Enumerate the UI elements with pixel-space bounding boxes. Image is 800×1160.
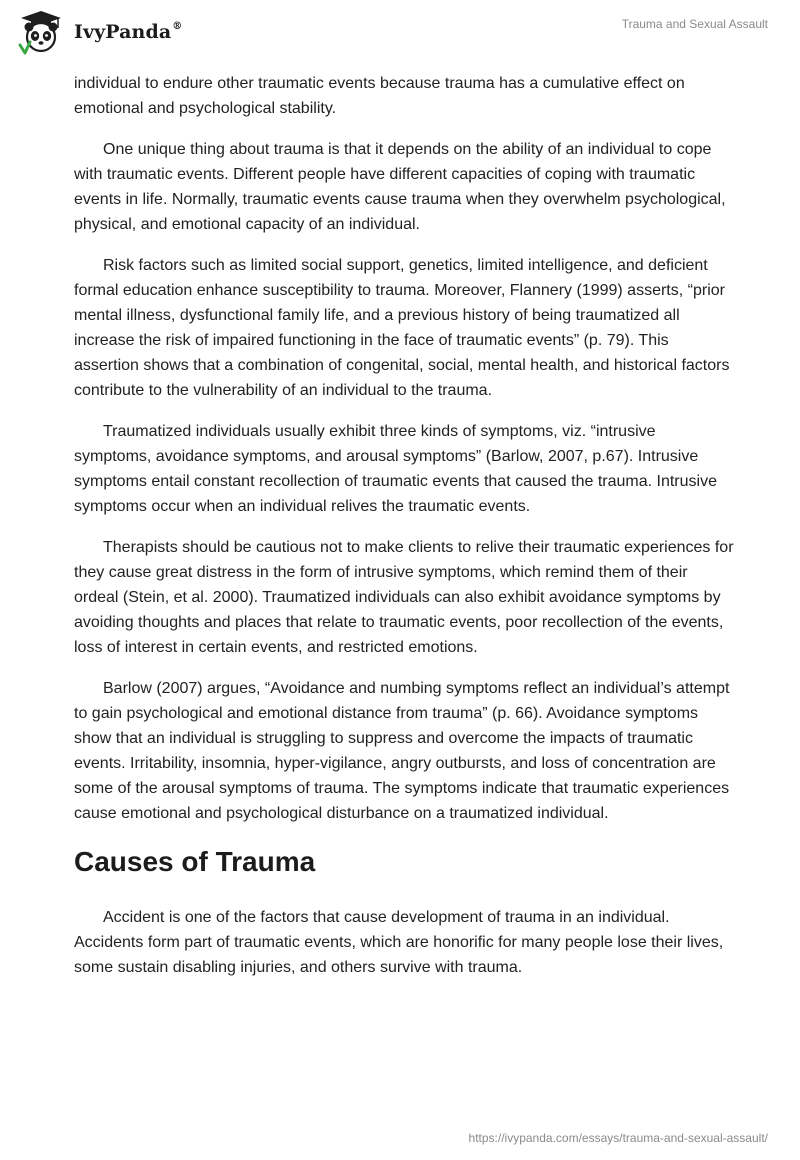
paragraph: Therapists should be cautious not to make clients to relive their traumatic experiences for they cause great distress in the form of intrusive symptoms, which remind them of their ordeal (Stein, et al. 2000). Traumatized individuals can also exhibit avoidance symptoms by avoiding thoughts and places that relate to traumatic events, poor recollection of the events, loss of interest in certain events, and restricted emotions. [74,539,734,656]
brand-name: IvyPanda® [74,21,183,43]
paragraph: Accident is one of the factors that cause development of trauma in an individual. Accidents form part of traumatic events, which are honorific for many people lose their lives, some sustain disabling injuries, and others survive with trauma. [74,909,724,976]
paragraph: Barlow (2007) argues, “Avoidance and numbing symptoms reflect an individual’s attempt to gain psychological and emotional distance from trauma” (p. 66). Avoidance symptoms show that an individual is struggling to suppress and overcome the impacts of traumatic events. Irritability, insomnia, hyper-vigilance, angry outbursts, and loss of concentration are some of the arousal symptoms of trauma. The symptoms indicate that traumatic experiences cause emotional and psychological disturbance on a traumatized individual. [74,680,730,822]
section-heading: Causes of Trauma [74,846,316,877]
page-header [0,0,800,70]
panda-graduate-logo-icon [16,9,66,55]
document-title: Trauma and Sexual Assault [621,17,768,31]
paragraph: Risk factors such as limited social support, genetics, limited intelligence, and deficient formal education enhance susceptibility to trauma. Moreover, Flannery (1999) asserts, “prior mental illness, dysfunctional family life, and a previous history of being traumatized all increase the risk of impaired functioning in the face of traumatic events” (p. 79). This assertion shows that a combination of congenital, social, mental health, and historical factors contribute to the vulnerability of an individual to the trauma. [74,257,730,399]
essay-body [74,71,734,996]
brand-logo[interactable] [16,9,182,55]
source-url[interactable]: https://ivypanda.com/essays/trauma-and-sexual-assault/ [468,1131,768,1145]
paragraph: One unique thing about trauma is that it depends on the ability of an individual to cope with traumatic events. Different people have different capacities of coping with traumatic events in life. Normally, traumatic events cause trauma when they overwhelm psychological, physical, and emotional capacity of an individual. [74,141,726,233]
paragraph: individual to endure other traumatic events because trauma has a cumulative effect on emotional and psychological stability. [74,75,685,117]
paragraph: Traumatized individuals usually exhibit three kinds of symptoms, viz. “intrusive symptoms, avoidance symptoms, and arousal symptoms” (Barlow, 2007, p.67). Intrusive symptoms entail constant recollection of traumatic events that caused the trauma. Intrusive symptoms occur when an individual relives the traumatic events. [74,423,717,515]
